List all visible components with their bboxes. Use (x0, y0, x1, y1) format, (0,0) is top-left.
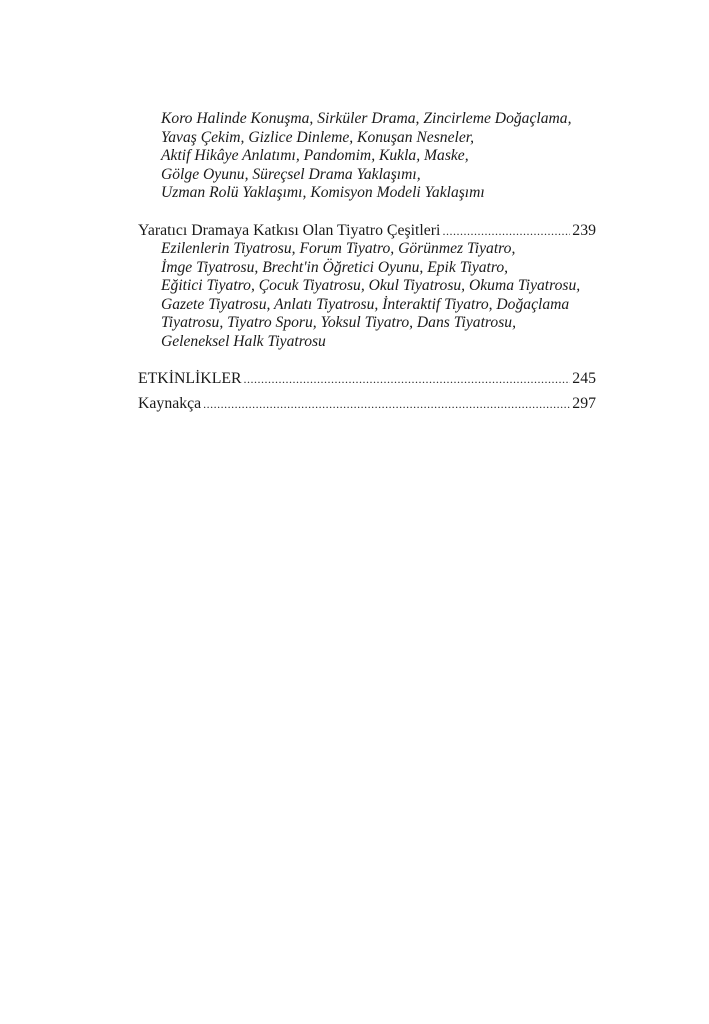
subtopic-line: Geleneksel Halk Tiyatrosu (161, 332, 326, 350)
spacer (138, 351, 596, 370)
toc-entry-page: 245 (572, 370, 596, 387)
toc-entry-page: 239 (572, 221, 596, 239)
subtopic-line: Koro Halinde Konuşma, Sirküler Drama, Zincirleme Doğaçlama, (161, 110, 572, 127)
toc-entry-page: 297 (572, 394, 596, 412)
subtopic-line: Eğitici Tiyatro, Çocuk Tiyatrosu, Okul Tiyatrosu, Okuma Tiyatrosu, (161, 277, 581, 294)
tiyatro-subtopics (138, 240, 596, 351)
subtopic-line: İmge Tiyatrosu, Brecht'in Öğretici Oyunu, Epik Tiyatro, (161, 258, 509, 276)
spacer (138, 203, 596, 222)
toc-entry-title: ETKİNLİKLER (138, 370, 242, 387)
dot-leader (442, 222, 570, 241)
toc-entry-title: Yaratıcı Dramaya Katkısı Olan Tiyatro Çeşitleri (138, 221, 441, 239)
subtopic-line: Gölge Oyunu, Süreçsel Drama Yaklaşımı, (161, 165, 421, 183)
dot-leader (244, 370, 571, 389)
subtopic-line: Aktif Hikâye Anlatımı, Pandomim, Kukla, Maske, (161, 147, 469, 164)
toc-entry-kaynakca[interactable] (138, 395, 596, 414)
intro-subtopics (138, 110, 596, 203)
subtopic-line: Uzman Rolü Yaklaşımı, Komisyon Modeli Yaklaşımı (161, 184, 485, 201)
subtopic-line: Gazete Tiyatrosu, Anlatı Tiyatrosu, İnteraktif Tiyatro, Doğaçlama (161, 295, 570, 313)
table-of-contents (138, 110, 596, 413)
toc-entry-title: Kaynakça (138, 394, 202, 412)
subtopic-line: Yavaş Çekim, Gizlice Dinleme, Konuşan Nesneler, (161, 128, 475, 146)
toc-entry-tiyatro-cesitleri[interactable] (138, 222, 596, 241)
subtopic-line: Tiyatrosu, Tiyatro Sporu, Yoksul Tiyatro, Dans Tiyatrosu, (161, 314, 516, 331)
subtopic-line: Ezilenlerin Tiyatrosu, Forum Tiyatro, Görünmez Tiyatro, (161, 240, 516, 257)
dot-leader (203, 395, 570, 414)
toc-entry-etkinlikler[interactable] (138, 370, 596, 389)
